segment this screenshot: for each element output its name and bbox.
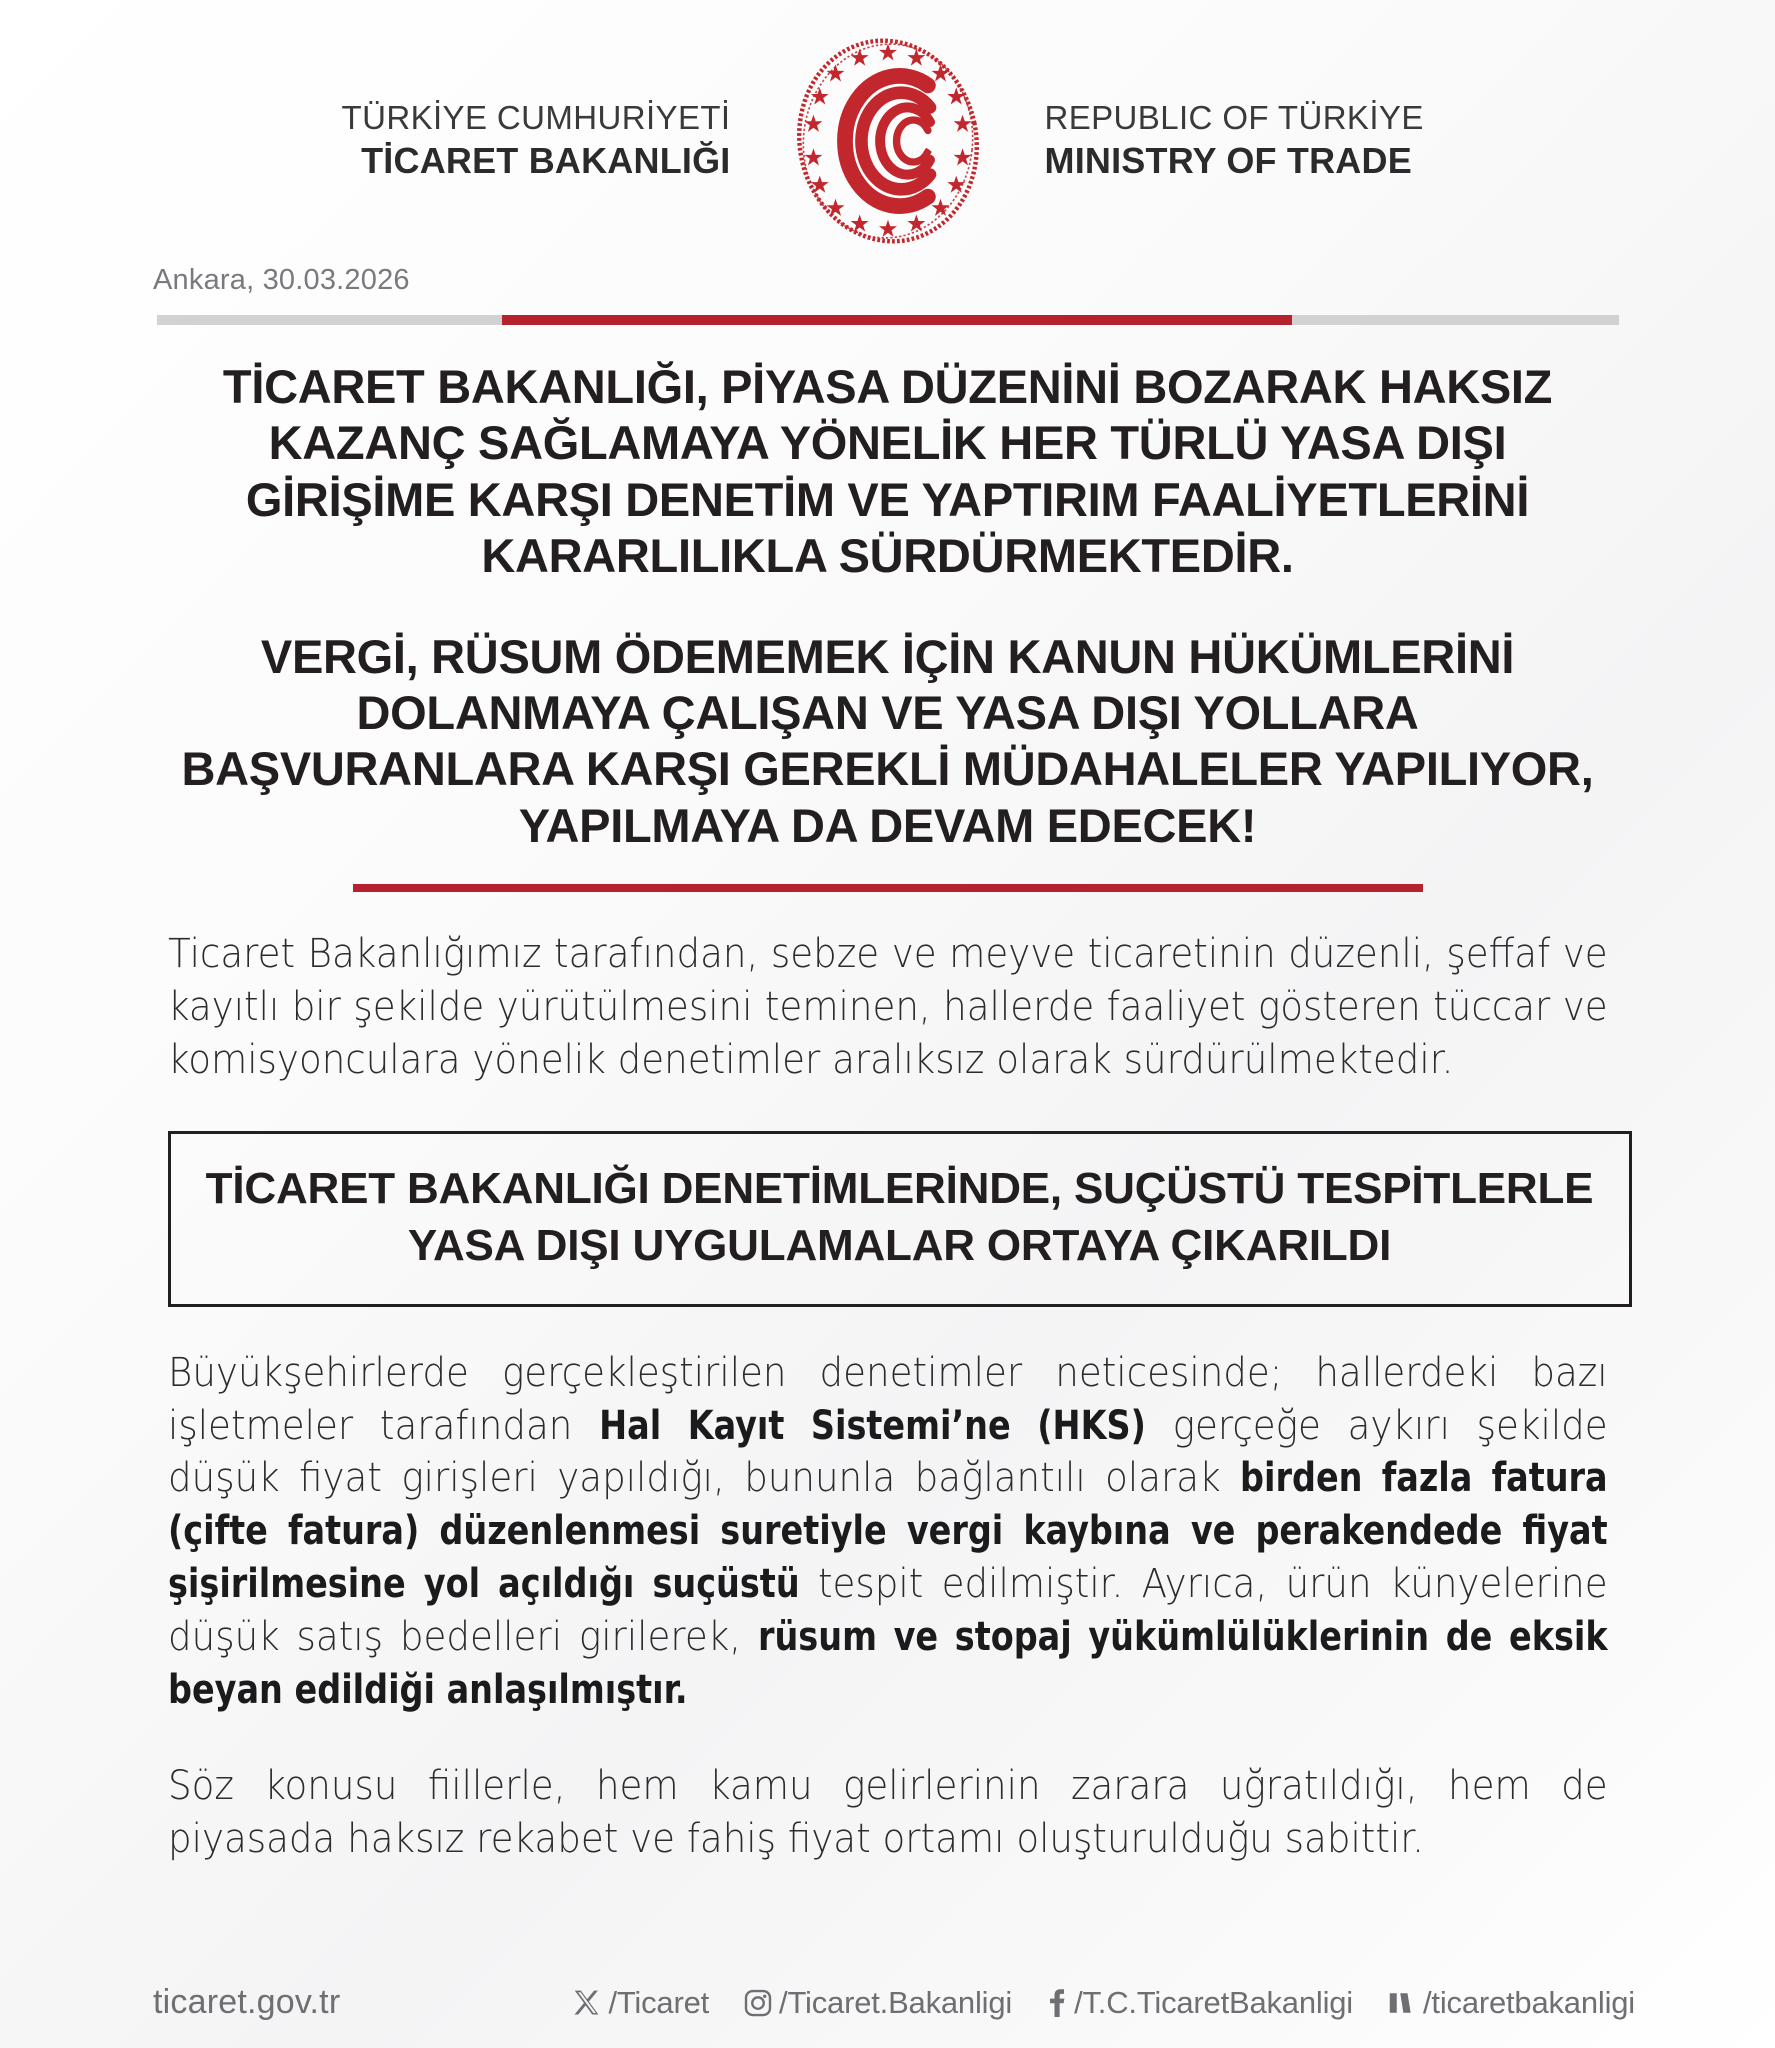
instagram-icon bbox=[743, 1988, 773, 2018]
social-handle-instagram: /Ticaret.Bakanligi bbox=[779, 1985, 1013, 2020]
headline-paragraph-2: VERGİ, RÜSUM ÖDEMEMEK İÇİN KANUN HÜKÜMLERİNİ DOLANMAYA ÇALIŞAN VE YASA DIŞI YOLLARA BAŞVURANLARA KARŞI GEREKLİ MÜDAHALELER YAPILIYOR, YAPILMAYA DA DEVAM EDECEK! bbox=[181, 629, 1594, 852]
intro-paragraph: Ticaret Bakanlığımız tarafından, sebze ve meyve ticaretinin düzenli, şeffaf ve kayıtlı bir şekilde yürütülmesini teminen, hallerde faaliyet gösteren tüccar ve komisyonculara yönelik denetimler aralıksız olarak sürdürülmektedir. bbox=[167, 931, 1608, 1083]
main-paragraph bbox=[168, 1347, 1608, 1717]
social-link-nsosyal[interactable] bbox=[1387, 1987, 1635, 2018]
closing-paragraph: Söz konusu fiillerle, hem kamu gelirlerinin zarara uğratıldığı, hem de piyasada haksız rekabet ve fahiş fiyat ortamı oluşturulduğu sabittir. bbox=[167, 1763, 1608, 1863]
header-en-line2: MINISTRY OF TRADE bbox=[1044, 140, 1412, 182]
document-header bbox=[0, 0, 1775, 246]
main-text-segment-1: Büyükşehirlerde gerçekleştirilen denetimler neticesinde; hallerdeki bazı işletmeler tarafından bbox=[167, 1349, 1608, 1449]
x-twitter-icon bbox=[572, 1988, 602, 2018]
header-en-line1: REPUBLIC OF TÜRKİYE bbox=[1044, 99, 1424, 137]
main-bold-hks: Hal Kayıt Sistemi’ne (HKS) bbox=[598, 1402, 1146, 1449]
header-tr-line1: TÜRKİYE CUMHURİYETİ bbox=[341, 99, 731, 137]
nsosyal-icon bbox=[1387, 1988, 1417, 2018]
social-handle-facebook: /T.C.TicaretBakanligi bbox=[1074, 1985, 1353, 2020]
ministry-name-english bbox=[993, 100, 1463, 181]
social-handle-nsosyal: /ticaretbakanligi bbox=[1423, 1985, 1635, 2020]
header-divider-rule bbox=[157, 315, 1619, 325]
document-footer bbox=[0, 1983, 1775, 2022]
headline-red-rule bbox=[353, 884, 1423, 892]
boxed-subheading: TİCARET BAKANLIĞI DENETİMLERİNDE, SUÇÜSTÜ TESPİTLERLE YASA DIŞI UYGULAMALAR ORTAYA ÇIKARILDI bbox=[168, 1131, 1632, 1307]
body-content bbox=[158, 928, 1618, 1866]
social-link-instagram[interactable] bbox=[743, 1987, 1012, 2018]
website-url[interactable]: ticaret.gov.tr bbox=[153, 1983, 341, 2021]
headline-paragraph-1: TİCARET BAKANLIĞI, PİYASA DÜZENİNİ BOZARAK HAKSIZ KAZANÇ SAĞLAMAYA YÖNELİK HER TÜRLÜ YASA DIŞI GİRİŞİME KARŞI DENETİM VE YAPTIRIM FAALİYETLERİNİ KARARLILIKLA SÜRDÜRMEKTEDİR. bbox=[222, 360, 1553, 583]
turkish-republic-emblem bbox=[783, 36, 993, 246]
header-tr-line2: TİCARET BAKANLIĞI bbox=[361, 140, 731, 182]
social-handle-x: /Ticaret bbox=[608, 1985, 710, 2020]
ministry-name-turkish bbox=[313, 100, 783, 181]
social-link-facebook[interactable] bbox=[1046, 1987, 1353, 2018]
dateline: Ankara, 30.03.2026 bbox=[153, 264, 410, 296]
main-bold-rusum-stopaj: rüsum ve stopaj yükümlülüklerinin de eksik beyan edildiği anlaşılmıştır. bbox=[167, 1613, 1608, 1713]
social-link-x[interactable] bbox=[572, 1987, 709, 2018]
divider-segment-right bbox=[1292, 315, 1619, 325]
main-text-segment-3: tespit edilmiştir. Ayrıca, ürün künyelerine düşük satış bedelleri girilerek, bbox=[167, 1561, 1608, 1660]
divider-segment-center-red bbox=[502, 315, 1292, 325]
headline-block bbox=[168, 359, 1608, 854]
social-links bbox=[572, 1987, 1635, 2018]
facebook-icon bbox=[1046, 1988, 1068, 2018]
main-text-segment-2: gerçeğe aykırı şekilde düşük fiyat girişleri yapıldığı, bununla bağlantılı olarak bbox=[167, 1402, 1608, 1502]
main-bold-double-invoice: birden fazla fatura (çifte fatura) düzenlenmesi suretiyle vergi kaybına ve perakendede fiyat şişirilmesine yol açıldığı suçüstü bbox=[167, 1455, 1608, 1608]
divider-segment-left bbox=[157, 315, 502, 325]
